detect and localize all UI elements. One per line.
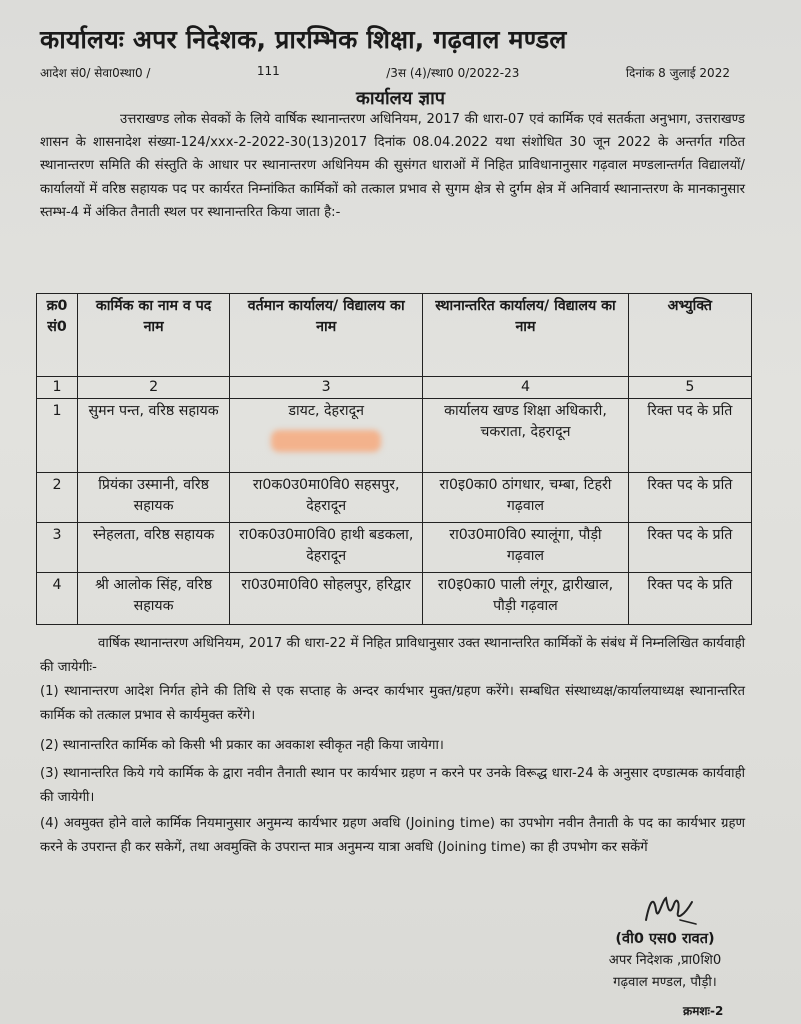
row-sno: 3 xyxy=(37,523,78,573)
column-number: 1 xyxy=(37,377,78,399)
column-number: 3 xyxy=(230,377,423,399)
row-name: श्री आलोक सिंह, वरिष्ठ सहायक xyxy=(78,573,230,625)
intro-text: उत्तराखण्ड लोक सेवकों के लिये वार्षिक स्थानान्तरण अधिनियम, 2017 की धारा-07 एवं कार्मिक एवं सतर्कता अनुभाग, उत्तराखण्ड शासन के शासनादेश संख्या-124/xxx-2-2022-30(13)2017 दिनांक 08.04.2022 यथा संशोधित 30 जून 2022 के अन्तर्गत गठित स्थानान्तरण समिति की संस्तुति के आधार पर स्थानान्तरण अधिनियम की सुसंगत धाराओं में निहित प्राविधानानुसार गढ़वाल मण्डलान्तर्गत विद्यालयों/कार्यालयों में वरिष्ठ सहायक पद पर कार्यरत निम्नांकित कार्मिकों को तत्काल प्रभाव से सुगम क्षेत्र से दुर्गम क्षेत्र में अनिवार्य स्थानान्तरण के मानकानुसार स्तम्भ-4 में अंकित तैनाती स्थल पर स्थानान्तरित किया जाता है:- xyxy=(40,112,745,220)
table-header-row xyxy=(37,294,752,377)
instruction-point-1: (1) स्थानान्तरण आदेश निर्गत होने की तिथि से एक सप्ताह के अन्दर कार्यभार मुक्त/ग्रहण करेंगे। सम्बधित संस्थाध्यक्ष/कार्यालयाध्यक्ष स्थानान्तरित कार्मिक को तत्काल प्रभाव से कार्यमुक्त करेंगे। xyxy=(40,684,745,723)
page-continuation: क्रमशः-2 xyxy=(683,1004,724,1018)
row-transferred: रा0इ0का0 पाली लंगूर, द्वारीखाल, पौड़ी गढ़वाल xyxy=(423,573,628,625)
reference-middle: 111 xyxy=(256,64,280,78)
handwritten-signature xyxy=(640,890,700,930)
memo-title: कार्यालय ज्ञाप xyxy=(356,88,445,109)
header-current: वर्तमान कार्यालय/ विद्यालय का नाम xyxy=(230,294,423,377)
signatory-place: गढ़वाल मण्डल, पौड़ी। xyxy=(613,975,717,990)
row-sno: 2 xyxy=(37,473,78,523)
office-heading: कार्यालयः अपर निदेशक, प्रारम्भिक शिक्षा, गढ़वाल मण्डल xyxy=(40,25,567,54)
row-remark: रिक्त पद के प्रति xyxy=(628,573,751,625)
current-office-text: डायट, देहरादून xyxy=(288,403,364,419)
row-current xyxy=(230,399,423,473)
table-row xyxy=(37,523,752,573)
header-sno: क्र0 सं0 xyxy=(37,294,78,377)
signature-block xyxy=(580,928,750,994)
table-row xyxy=(37,573,752,625)
file-number: /3स (4)/स्था0 0/2022-23 xyxy=(386,66,520,80)
column-number: 5 xyxy=(628,377,751,399)
row-transferred: रा0इ0का0 ठांगधार, चम्बा, टिहरी गढ़वाल xyxy=(423,473,628,523)
row-sno: 1 xyxy=(37,399,78,473)
row-current: रा0क0उ0मा0वि0 सहसपुर, देहरादून xyxy=(230,473,423,523)
row-name: स्नेहलता, वरिष्ठ सहायक xyxy=(78,523,230,573)
row-name: प्रियंका उस्मानी, वरिष्ठ सहायक xyxy=(78,473,230,523)
row-current: रा0उ0मा0वि0 सोहलपुर, हरिद्वार xyxy=(230,573,423,625)
after-table-text: वार्षिक स्थानान्तरण अधिनियम, 2017 की धारा-22 में निहित प्राविधानुसार उक्त स्थानान्तरित कार्मिकों के संबंध में निम्नलिखित कार्यवाही की जायेगीः- xyxy=(40,636,745,675)
transfer-table xyxy=(36,293,752,625)
intro-paragraph xyxy=(40,108,745,224)
after-table-paragraph xyxy=(40,632,745,680)
signatory-name: (वी0 एस0 रावत) xyxy=(615,931,715,947)
order-date: दिनांक 8 जुलाई 2022 xyxy=(625,66,730,80)
table-row xyxy=(37,473,752,523)
row-name: सुमन पन्त, वरिष्ठ सहायक xyxy=(78,399,230,473)
header-remark: अभ्युक्ति xyxy=(628,294,751,377)
row-sno: 4 xyxy=(37,573,78,625)
reference-line xyxy=(40,64,730,81)
header-transferred: स्थानान्तरित कार्यालय/ विद्यालय का नाम xyxy=(423,294,628,377)
instruction-point-2: (2) स्थानान्तरित कार्मिक को किसी भी प्रकार का अवकाश स्वीकृत नही किया जायेगा। xyxy=(40,738,444,753)
table-row xyxy=(37,399,752,473)
row-remark: रिक्त पद के प्रति xyxy=(628,523,751,573)
order-number: आदेश सं0/ सेवा0स्था0 / xyxy=(40,66,151,80)
row-remark: रिक्त पद के प्रति xyxy=(628,399,751,473)
redacted-area xyxy=(271,430,381,452)
row-transferred: रा0उ0मा0वि0 स्यालूंगा, पौड़ी गढ़वाल xyxy=(423,523,628,573)
instruction-point-4: (4) अवमुक्त होने वाले कार्मिक नियमानुसार अनुमन्य कार्यभार ग्रहण अवधि (Joining time) का उपभोग नवीन तैनाती के पद का कार्यभार ग्रहण करने के उपरान्त ही कर सकेगें, तथा अवमुक्ति के उपरान्त मात्र अनुमन्य यात्रा अवधि (Joining time) का ही उपभोग कर सकेंगें xyxy=(40,816,745,855)
column-number-row xyxy=(37,377,752,399)
row-transferred: कार्यालय खण्ड शिक्षा अधिकारी, चकराता, देहरादून xyxy=(423,399,628,473)
instruction-point-3: (3) स्थानान्तरित किये गये कार्मिक के द्वारा नवीन तैनाती स्थान पर कार्यभार ग्रहण न करने पर उनके विरूद्ध धारा-24 के अनुसार दण्डात्मक कार्यवाही की जायेगी। xyxy=(40,766,745,805)
signatory-designation: अपर निदेशक ,प्रा0शि0 xyxy=(608,953,722,968)
column-number: 2 xyxy=(78,377,230,399)
row-current: रा0क0उ0मा0वि0 हाथी बडकला, देहरादून xyxy=(230,523,423,573)
row-remark: रिक्त पद के प्रति xyxy=(628,473,751,523)
header-name: कार्मिक का नाम व पद नाम xyxy=(78,294,230,377)
column-number: 4 xyxy=(423,377,628,399)
